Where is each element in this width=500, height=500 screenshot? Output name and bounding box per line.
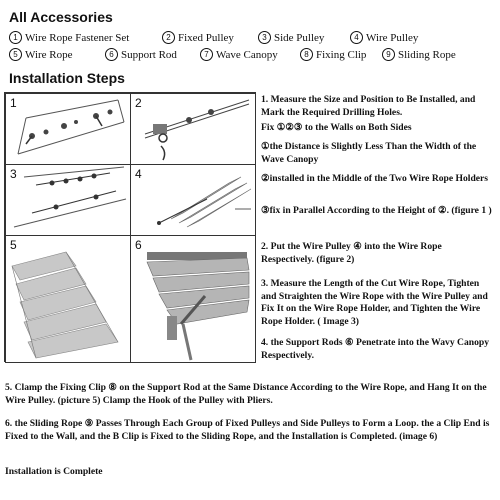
figures-grid: [4, 92, 256, 362]
figure-1: 1: [5, 93, 131, 165]
accessory-item: 6 Support Rod: [105, 48, 177, 61]
figure-6: 6: [130, 235, 256, 363]
step-2-text: 2. Put the Wire Pulley ④ into the Wire Rope Respectively. (figure 2): [261, 241, 442, 265]
figure-6-illustration: [131, 236, 255, 362]
step-6-text: 6. the Sliding Rope ⑨ Passes Through Each Group of Fixed Pulleys and Side Pulleys to Form a Loop. the a Clip End is Fixed to the Wall, and the B Clip is Fixed to the Sliding Rope, and the Installation is Completed. (image 6): [5, 418, 490, 442]
accessory-item: 2 Fixed Pulley: [162, 31, 234, 44]
installation-complete-text: Installation is Complete: [5, 466, 103, 477]
figure-4: 4: [130, 164, 256, 236]
figure-3: 3: [5, 164, 131, 236]
step-1c-text: ③fix in Parallel According to the Height of ②. (figure 1 ): [261, 205, 492, 216]
figure-5: 5: [5, 235, 131, 363]
accessory-item: 8 Fixing Clip: [300, 48, 366, 61]
accessory-item: 5 Wire Rope: [9, 48, 73, 61]
step-1-fix-text: Fix ①②③ to the Walls on Both Sides: [261, 122, 412, 133]
figure-1-illustration: [6, 94, 130, 164]
step-1b-text: ②installed in the Middle of the Two Wire Rope Holders: [261, 173, 489, 184]
step-3-text: 3. Measure the Length of the Cut Wire Rope, Tighten and Straighten the Wire Rope with the Wire Pulley and Fix It on the Wire Rope Holder, and Tighten the Wire Rope Holder. ( Image 3): [261, 278, 488, 327]
figure-5-illustration: [6, 236, 130, 362]
step-4-text: 4. the Support Rods ⑥ Penetrate into the Wavy Canopy Respectively.: [261, 337, 490, 361]
accessory-item: 1 Wire Rope Fastener Set: [9, 31, 129, 44]
accessories-title: All Accessories: [9, 9, 113, 25]
step-1a-text: ①the Distance is Slightly Less Than the Width of the Wave Canopy: [261, 141, 477, 165]
step-1-text: 1. Measure the Size and Position to Be Installed, and Mark the Required Drilling Holes.: [261, 94, 476, 118]
accessory-item: 7 Wave Canopy: [200, 48, 278, 61]
step-5-text: 5. Clamp the Fixing Clip ⑧ on the Support Rod at the Same Distance According to the Wire Rope, and Hang It on the Wire Pulley. (picture 5) Clamp the Hook of the Pulley with Pliers.: [5, 382, 487, 406]
accessory-item: 3 Side Pulley: [258, 31, 324, 44]
accessory-item: 9 Sliding Rope: [382, 48, 456, 61]
accessory-item: 4 Wire Pulley: [350, 31, 418, 44]
figure-4-illustration: [131, 165, 255, 235]
figure-2-illustration: [131, 94, 255, 164]
installation-title: Installation Steps: [9, 70, 125, 86]
figure-2: 2: [130, 93, 256, 165]
figure-3-illustration: [6, 165, 130, 235]
